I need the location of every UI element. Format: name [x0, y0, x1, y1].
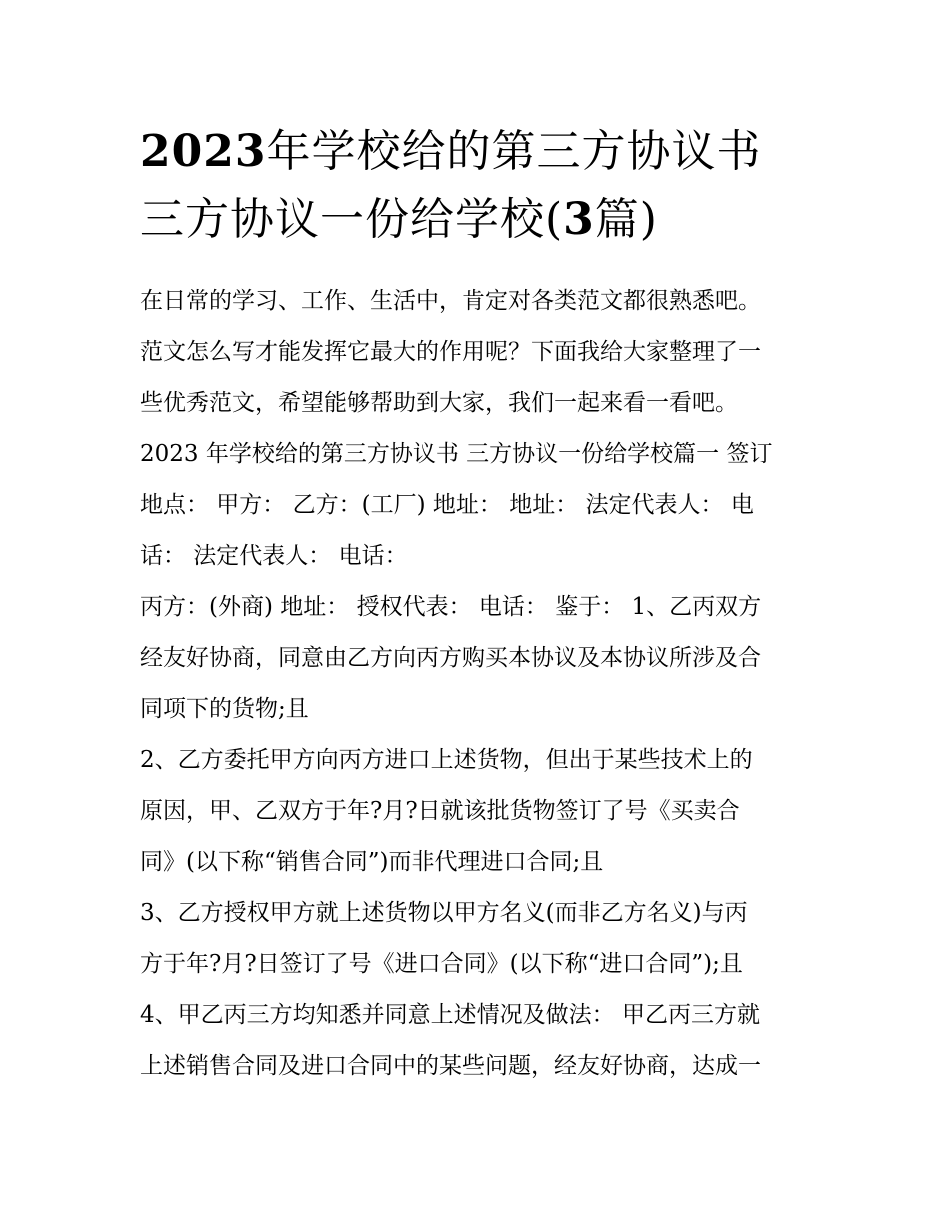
body-line: 范文怎么写才能发挥它最大的作用呢？下面我给大家整理了一	[140, 339, 761, 365]
body-line: 话： 法定代表人： 电话：	[140, 543, 408, 569]
title-line-2	[140, 186, 820, 254]
title-count: 3	[563, 194, 595, 245]
body-line: 2、乙方委托甲方向丙方进口上述货物，但出于某些技术上的	[140, 747, 753, 773]
body-line: 地点： 甲方： 乙方：(工厂) 地址： 地址： 法定代表人： 电	[140, 492, 754, 518]
document-body	[140, 276, 820, 1092]
document-title	[140, 118, 820, 254]
title-year: 2023	[140, 126, 267, 177]
body-line: 在日常的学习、工作、生活中，肯定对各类范文都很熟悉吧。	[140, 288, 761, 314]
title-line-2-post: 篇)	[594, 194, 658, 245]
body-line: 同》(以下称“销售合同”)而非代理进口合同;且	[140, 849, 604, 875]
body-line: 原因，甲、乙双方于年?月?日就该批货物签订了号《买卖合	[140, 798, 740, 824]
body-line: 同项下的货物;且	[140, 696, 309, 722]
title-line-1-text: 年学校给的第三方协议书	[266, 126, 762, 177]
body-line: 上述销售合同及进口合同中的某些问题，经友好协商，达成一	[140, 1053, 761, 1079]
body-line: 经友好协商，同意由乙方向丙方购买本协议及本协议所涉及合	[140, 645, 761, 671]
body-line: 方于年?月?日签订了号《进口合同》(以下称“进口合同”);且	[140, 951, 743, 977]
body-line: 丙方：(外商) 地址： 授权代表： 电话： 鉴于： 1、乙丙双方	[140, 594, 762, 620]
body-line: 3、乙方授权甲方就上述货物以甲方名义(而非乙方名义)与丙	[140, 900, 748, 926]
body-line: 些优秀范文，希望能够帮助到大家，我们一起来看一看吧。	[140, 390, 738, 416]
body-line: 2023 年学校给的第三方协议书 三方协议一份给学校篇一 签订	[140, 441, 773, 467]
title-line-2-pre: 三方协议一份给学校(	[140, 194, 564, 245]
title-line-1	[140, 118, 820, 186]
body-line: 4、甲乙丙三方均知悉并同意上述情况及做法： 甲乙丙三方就	[140, 1002, 760, 1028]
